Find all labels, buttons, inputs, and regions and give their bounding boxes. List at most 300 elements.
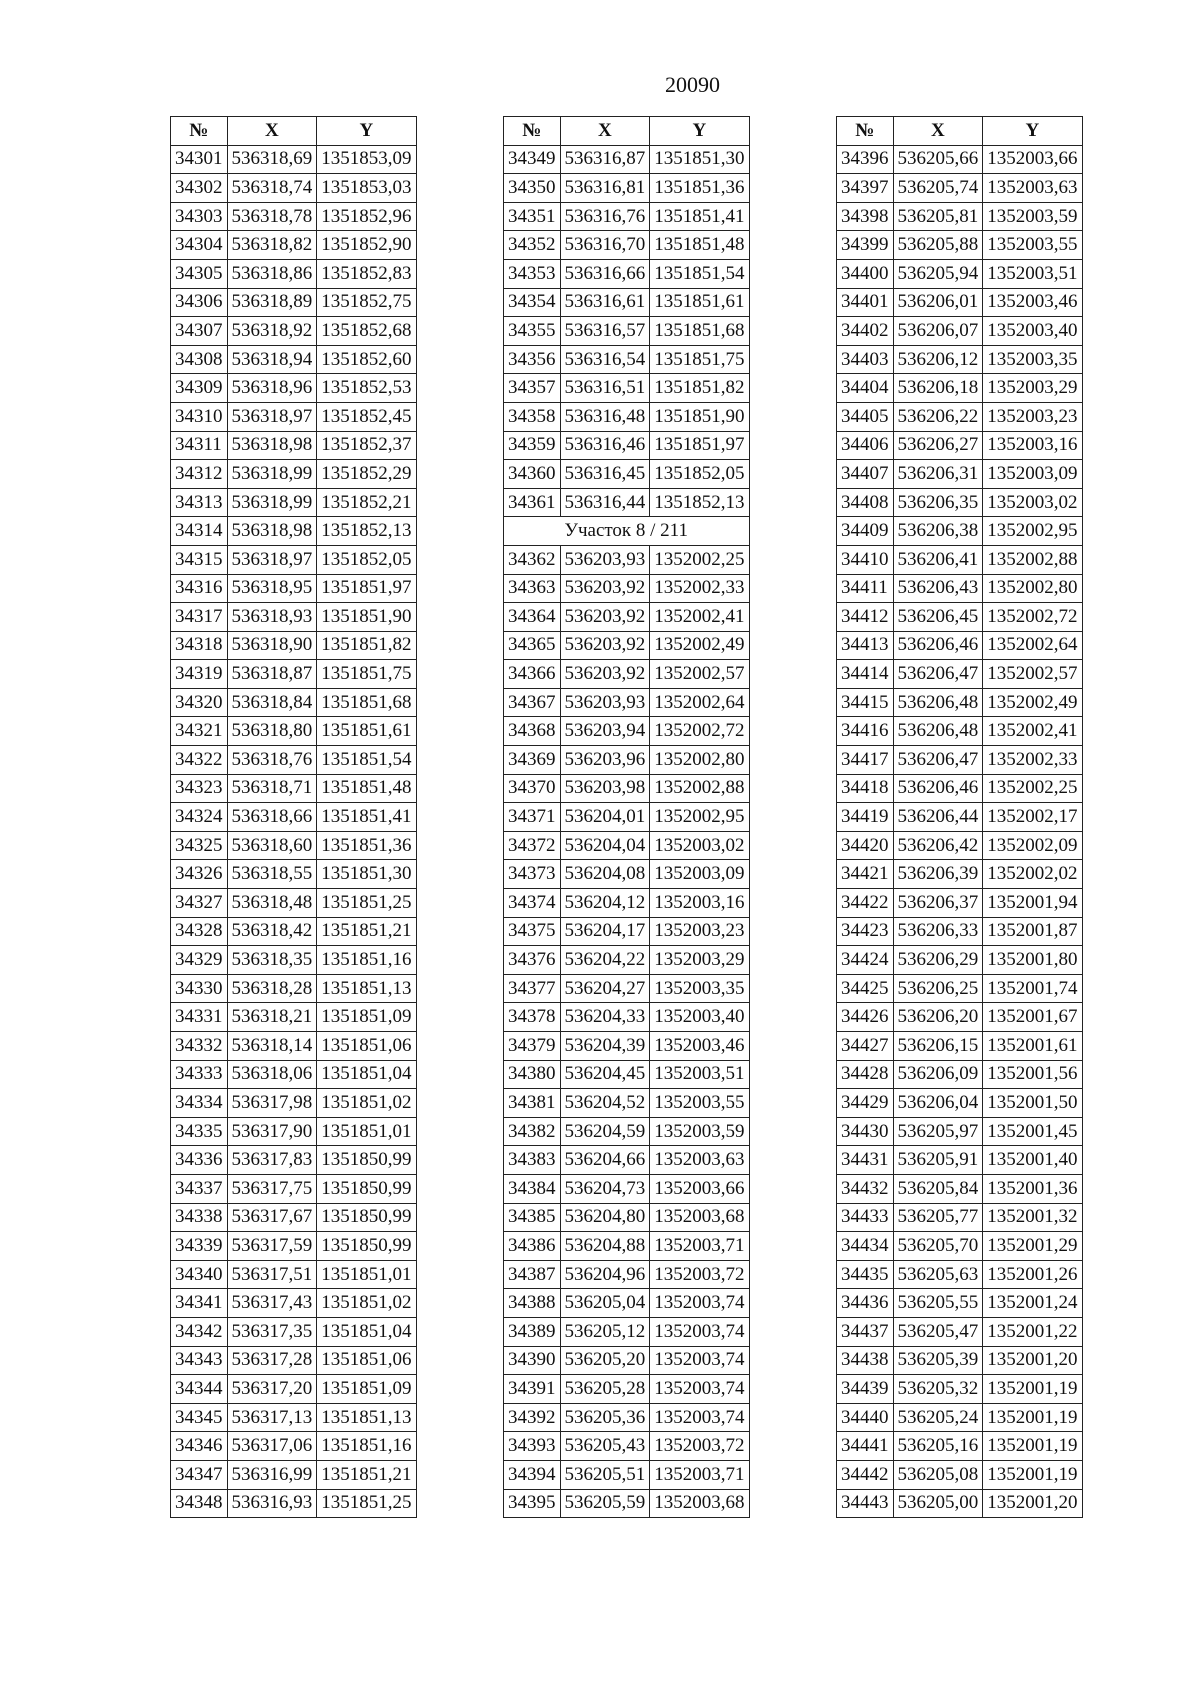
- point-number-cell: 34401: [837, 288, 894, 317]
- header-x: X: [560, 117, 650, 146]
- x-coordinate-cell: 536318,06: [227, 1060, 317, 1089]
- y-coordinate-cell: 1352002,95: [650, 803, 749, 832]
- point-number-cell: 34361: [504, 488, 561, 517]
- point-number-cell: 34313: [171, 488, 228, 517]
- table-row: [504, 574, 750, 603]
- table-row: [837, 603, 1083, 632]
- y-coordinate-cell: 1351851,09: [317, 1375, 416, 1404]
- table-row: [171, 317, 417, 346]
- x-coordinate-cell: 536316,99: [227, 1460, 317, 1489]
- point-number-cell: 34356: [504, 345, 561, 374]
- x-coordinate-cell: 536203,92: [560, 574, 650, 603]
- x-coordinate-cell: 536206,27: [893, 431, 983, 460]
- table-row: [171, 345, 417, 374]
- point-number-cell: 34395: [504, 1489, 561, 1518]
- x-coordinate-cell: 536318,99: [227, 460, 317, 489]
- point-number-cell: 34426: [837, 1003, 894, 1032]
- x-coordinate-cell: 536206,33: [893, 917, 983, 946]
- table-row: [837, 1317, 1083, 1346]
- point-number-cell: 34409: [837, 517, 894, 546]
- x-coordinate-cell: 536203,98: [560, 774, 650, 803]
- table-row: [171, 517, 417, 546]
- y-coordinate-cell: 1351851,06: [317, 1032, 416, 1061]
- table-row: [171, 1032, 417, 1061]
- point-number-cell: 34406: [837, 431, 894, 460]
- x-coordinate-cell: 536205,43: [560, 1432, 650, 1461]
- y-coordinate-cell: 1351851,16: [317, 946, 416, 975]
- y-coordinate-cell: 1351853,03: [317, 174, 416, 203]
- table-row: [504, 288, 750, 317]
- table-row: [504, 803, 750, 832]
- table-row: [504, 917, 750, 946]
- table-row: [837, 345, 1083, 374]
- point-number-cell: 34304: [171, 231, 228, 260]
- y-coordinate-cell: 1352003,09: [983, 460, 1082, 489]
- y-coordinate-cell: 1351851,36: [650, 174, 749, 203]
- point-number-cell: 34348: [171, 1489, 228, 1518]
- x-coordinate-cell: 536318,60: [227, 831, 317, 860]
- y-coordinate-cell: 1352002,88: [650, 774, 749, 803]
- table-row: [837, 1489, 1083, 1518]
- y-coordinate-cell: 1352001,87: [983, 917, 1082, 946]
- y-coordinate-cell: 1351851,02: [317, 1289, 416, 1318]
- y-coordinate-cell: 1352001,67: [983, 1003, 1082, 1032]
- y-coordinate-cell: 1352002,95: [983, 517, 1082, 546]
- y-coordinate-cell: 1351852,37: [317, 431, 416, 460]
- y-coordinate-cell: 1352003,63: [650, 1146, 749, 1175]
- y-coordinate-cell: 1352003,16: [983, 431, 1082, 460]
- table-row: [837, 402, 1083, 431]
- point-number-cell: 34431: [837, 1146, 894, 1175]
- y-coordinate-cell: 1352002,72: [983, 603, 1082, 632]
- table-body: [171, 145, 417, 1518]
- x-coordinate-cell: 536206,48: [893, 688, 983, 717]
- table-row: [837, 746, 1083, 775]
- point-number-cell: 34359: [504, 431, 561, 460]
- point-number-cell: 34393: [504, 1432, 561, 1461]
- y-coordinate-cell: 1352003,51: [650, 1060, 749, 1089]
- x-coordinate-cell: 536205,59: [560, 1489, 650, 1518]
- point-number-cell: 34440: [837, 1403, 894, 1432]
- y-coordinate-cell: 1351851,54: [650, 259, 749, 288]
- x-coordinate-cell: 536204,08: [560, 860, 650, 889]
- point-number-cell: 34398: [837, 202, 894, 231]
- table-row: [171, 1403, 417, 1432]
- y-coordinate-cell: 1351851,90: [317, 603, 416, 632]
- point-number-cell: 34394: [504, 1460, 561, 1489]
- point-number-cell: 34380: [504, 1060, 561, 1089]
- table-row: [504, 717, 750, 746]
- table-row: [837, 1117, 1083, 1146]
- point-number-cell: 34411: [837, 574, 894, 603]
- point-number-cell: 34438: [837, 1346, 894, 1375]
- table-row: [837, 317, 1083, 346]
- x-coordinate-cell: 536318,74: [227, 174, 317, 203]
- y-coordinate-cell: 1352001,94: [983, 889, 1082, 918]
- x-coordinate-cell: 536203,93: [560, 545, 650, 574]
- table-row: [504, 431, 750, 460]
- point-number-cell: 34337: [171, 1174, 228, 1203]
- x-coordinate-cell: 536318,92: [227, 317, 317, 346]
- y-coordinate-cell: 1352003,68: [650, 1489, 749, 1518]
- y-coordinate-cell: 1351851,61: [650, 288, 749, 317]
- y-coordinate-cell: 1352001,36: [983, 1174, 1082, 1203]
- x-coordinate-cell: 536204,12: [560, 889, 650, 918]
- x-coordinate-cell: 536206,48: [893, 717, 983, 746]
- point-number-cell: 34369: [504, 746, 561, 775]
- point-number-cell: 34335: [171, 1117, 228, 1146]
- point-number-cell: 34422: [837, 889, 894, 918]
- point-number-cell: 34343: [171, 1346, 228, 1375]
- table-row: [504, 145, 750, 174]
- y-coordinate-cell: 1351851,36: [317, 831, 416, 860]
- point-number-cell: 34386: [504, 1232, 561, 1261]
- x-coordinate-cell: 536204,45: [560, 1060, 650, 1089]
- point-number-cell: 34376: [504, 946, 561, 975]
- y-coordinate-cell: 1351851,30: [317, 860, 416, 889]
- coordinate-table-1: [170, 116, 417, 1518]
- x-coordinate-cell: 536204,17: [560, 917, 650, 946]
- y-coordinate-cell: 1351851,21: [317, 917, 416, 946]
- section-row: [504, 517, 750, 546]
- table-row: [171, 631, 417, 660]
- table-row: [171, 574, 417, 603]
- table-row: [504, 603, 750, 632]
- table-row: [171, 603, 417, 632]
- y-coordinate-cell: 1351851,16: [317, 1432, 416, 1461]
- point-number-cell: 34367: [504, 688, 561, 717]
- table-row: [837, 1460, 1083, 1489]
- table-row: [171, 917, 417, 946]
- x-coordinate-cell: 536205,91: [893, 1146, 983, 1175]
- x-coordinate-cell: 536204,27: [560, 974, 650, 1003]
- y-coordinate-cell: 1351851,68: [650, 317, 749, 346]
- y-coordinate-cell: 1351851,13: [317, 974, 416, 1003]
- point-number-cell: 34332: [171, 1032, 228, 1061]
- x-coordinate-cell: 536317,35: [227, 1317, 317, 1346]
- y-coordinate-cell: 1352002,41: [983, 717, 1082, 746]
- y-coordinate-cell: 1352002,25: [983, 774, 1082, 803]
- y-coordinate-cell: 1352001,29: [983, 1232, 1082, 1261]
- table-row: [837, 660, 1083, 689]
- x-coordinate-cell: 536317,90: [227, 1117, 317, 1146]
- x-coordinate-cell: 536206,31: [893, 460, 983, 489]
- y-coordinate-cell: 1351851,21: [317, 1460, 416, 1489]
- y-coordinate-cell: 1351852,83: [317, 259, 416, 288]
- point-number-cell: 34418: [837, 774, 894, 803]
- table-row: [504, 1346, 750, 1375]
- x-coordinate-cell: 536204,66: [560, 1146, 650, 1175]
- y-coordinate-cell: 1351851,97: [317, 574, 416, 603]
- x-coordinate-cell: 536317,20: [227, 1375, 317, 1404]
- table-row: [837, 460, 1083, 489]
- point-number-cell: 34382: [504, 1117, 561, 1146]
- table-row: [837, 717, 1083, 746]
- point-number-cell: 34345: [171, 1403, 228, 1432]
- table-row: [504, 831, 750, 860]
- point-number-cell: 34408: [837, 488, 894, 517]
- y-coordinate-cell: 1352003,51: [983, 259, 1082, 288]
- y-coordinate-cell: 1352001,32: [983, 1203, 1082, 1232]
- point-number-cell: 34399: [837, 231, 894, 260]
- page-number: 20090: [665, 72, 720, 97]
- point-number-cell: 34384: [504, 1174, 561, 1203]
- header-row: [171, 117, 417, 146]
- table-row: [837, 1089, 1083, 1118]
- y-coordinate-cell: 1351851,68: [317, 688, 416, 717]
- point-number-cell: 34442: [837, 1460, 894, 1489]
- x-coordinate-cell: 536206,46: [893, 774, 983, 803]
- point-number-cell: 34366: [504, 660, 561, 689]
- y-coordinate-cell: 1352002,57: [650, 660, 749, 689]
- table-row: [171, 1375, 417, 1404]
- y-coordinate-cell: 1352001,80: [983, 946, 1082, 975]
- point-number-cell: 34355: [504, 317, 561, 346]
- x-coordinate-cell: 536316,81: [560, 174, 650, 203]
- x-coordinate-cell: 536206,09: [893, 1060, 983, 1089]
- table-row: [171, 1146, 417, 1175]
- y-coordinate-cell: 1352003,40: [983, 317, 1082, 346]
- y-coordinate-cell: 1352002,02: [983, 860, 1082, 889]
- table-row: [171, 259, 417, 288]
- point-number-cell: 34358: [504, 402, 561, 431]
- y-coordinate-cell: 1352003,71: [650, 1460, 749, 1489]
- x-coordinate-cell: 536318,95: [227, 574, 317, 603]
- table-row: [171, 746, 417, 775]
- x-coordinate-cell: 536205,84: [893, 1174, 983, 1203]
- x-coordinate-cell: 536318,96: [227, 374, 317, 403]
- y-coordinate-cell: 1351853,09: [317, 145, 416, 174]
- point-number-cell: 34371: [504, 803, 561, 832]
- point-number-cell: 34314: [171, 517, 228, 546]
- x-coordinate-cell: 536206,47: [893, 660, 983, 689]
- y-coordinate-cell: 1352003,71: [650, 1232, 749, 1261]
- x-coordinate-cell: 536205,74: [893, 174, 983, 203]
- table-row: [837, 974, 1083, 1003]
- table-row: [837, 917, 1083, 946]
- table-row: [504, 1032, 750, 1061]
- point-number-cell: 34338: [171, 1203, 228, 1232]
- x-coordinate-cell: 536316,44: [560, 488, 650, 517]
- y-coordinate-cell: 1352003,74: [650, 1289, 749, 1318]
- y-coordinate-cell: 1352001,61: [983, 1032, 1082, 1061]
- table-row: [504, 1003, 750, 1032]
- table-row: [837, 431, 1083, 460]
- point-number-cell: 34443: [837, 1489, 894, 1518]
- table-row: [837, 1260, 1083, 1289]
- x-coordinate-cell: 536206,18: [893, 374, 983, 403]
- y-coordinate-cell: 1352001,26: [983, 1260, 1082, 1289]
- y-coordinate-cell: 1352002,49: [983, 688, 1082, 717]
- table-row: [837, 1203, 1083, 1232]
- table-row: [171, 374, 417, 403]
- point-number-cell: 34383: [504, 1146, 561, 1175]
- table-row: [504, 1317, 750, 1346]
- y-coordinate-cell: 1352003,59: [983, 202, 1082, 231]
- x-coordinate-cell: 536317,98: [227, 1089, 317, 1118]
- table-row: [837, 860, 1083, 889]
- x-coordinate-cell: 536316,57: [560, 317, 650, 346]
- point-number-cell: 34354: [504, 288, 561, 317]
- y-coordinate-cell: 1351851,97: [650, 431, 749, 460]
- y-coordinate-cell: 1351852,29: [317, 460, 416, 489]
- x-coordinate-cell: 536318,98: [227, 517, 317, 546]
- x-coordinate-cell: 536317,67: [227, 1203, 317, 1232]
- y-coordinate-cell: 1352003,63: [983, 174, 1082, 203]
- x-coordinate-cell: 536316,66: [560, 259, 650, 288]
- point-number-cell: 34347: [171, 1460, 228, 1489]
- y-coordinate-cell: 1351852,90: [317, 231, 416, 260]
- table-row: [837, 889, 1083, 918]
- x-coordinate-cell: 536205,08: [893, 1460, 983, 1489]
- y-coordinate-cell: 1352003,72: [650, 1260, 749, 1289]
- y-coordinate-cell: 1351851,30: [650, 145, 749, 174]
- x-coordinate-cell: 536206,46: [893, 631, 983, 660]
- table-row: [504, 1117, 750, 1146]
- x-coordinate-cell: 536316,48: [560, 402, 650, 431]
- table-row: [504, 317, 750, 346]
- table-row: [171, 231, 417, 260]
- x-coordinate-cell: 536203,93: [560, 688, 650, 717]
- table-row: [837, 631, 1083, 660]
- section-label: Участок 8 / 211: [504, 517, 750, 546]
- point-number-cell: 34373: [504, 860, 561, 889]
- table-row: [837, 145, 1083, 174]
- y-coordinate-cell: 1352001,19: [983, 1460, 1082, 1489]
- x-coordinate-cell: 536318,55: [227, 860, 317, 889]
- table-row: [837, 1174, 1083, 1203]
- y-coordinate-cell: 1352002,80: [650, 746, 749, 775]
- y-coordinate-cell: 1351851,04: [317, 1317, 416, 1346]
- x-coordinate-cell: 536205,63: [893, 1260, 983, 1289]
- y-coordinate-cell: 1351851,09: [317, 1003, 416, 1032]
- table-row: [171, 545, 417, 574]
- point-number-cell: 34310: [171, 402, 228, 431]
- table-row: [171, 431, 417, 460]
- table-row: [837, 1403, 1083, 1432]
- point-number-cell: 34429: [837, 1089, 894, 1118]
- point-number-cell: 34364: [504, 603, 561, 632]
- y-coordinate-cell: 1352001,22: [983, 1317, 1082, 1346]
- point-number-cell: 34318: [171, 631, 228, 660]
- x-coordinate-cell: 536316,46: [560, 431, 650, 460]
- y-coordinate-cell: 1351851,54: [317, 746, 416, 775]
- y-coordinate-cell: 1352001,20: [983, 1346, 1082, 1375]
- x-coordinate-cell: 536206,43: [893, 574, 983, 603]
- x-coordinate-cell: 536204,04: [560, 831, 650, 860]
- y-coordinate-cell: 1352003,68: [650, 1203, 749, 1232]
- y-coordinate-cell: 1352001,40: [983, 1146, 1082, 1175]
- x-coordinate-cell: 536205,77: [893, 1203, 983, 1232]
- table-row: [837, 1432, 1083, 1461]
- y-coordinate-cell: 1352002,64: [983, 631, 1082, 660]
- header-no: №: [837, 117, 894, 146]
- point-number-cell: 34311: [171, 431, 228, 460]
- point-number-cell: 34415: [837, 688, 894, 717]
- point-number-cell: 34305: [171, 259, 228, 288]
- table-row: [171, 831, 417, 860]
- table-row: [837, 1232, 1083, 1261]
- point-number-cell: 34319: [171, 660, 228, 689]
- x-coordinate-cell: 536205,16: [893, 1432, 983, 1461]
- x-coordinate-cell: 536318,48: [227, 889, 317, 918]
- table-row: [504, 1289, 750, 1318]
- point-number-cell: 34372: [504, 831, 561, 860]
- y-coordinate-cell: 1352003,74: [650, 1346, 749, 1375]
- point-number-cell: 34404: [837, 374, 894, 403]
- point-number-cell: 34306: [171, 288, 228, 317]
- point-number-cell: 34360: [504, 460, 561, 489]
- point-number-cell: 34435: [837, 1260, 894, 1289]
- table-row: [171, 803, 417, 832]
- point-number-cell: 34381: [504, 1089, 561, 1118]
- table-row: [504, 374, 750, 403]
- point-number-cell: 34336: [171, 1146, 228, 1175]
- y-coordinate-cell: 1351852,13: [317, 517, 416, 546]
- table-row: [837, 1032, 1083, 1061]
- table-row: [504, 1489, 750, 1518]
- x-coordinate-cell: 536317,75: [227, 1174, 317, 1203]
- table-row: [837, 174, 1083, 203]
- table-row: [837, 202, 1083, 231]
- y-coordinate-cell: 1352002,49: [650, 631, 749, 660]
- x-coordinate-cell: 536206,37: [893, 889, 983, 918]
- y-coordinate-cell: 1352003,59: [650, 1117, 749, 1146]
- point-number-cell: 34374: [504, 889, 561, 918]
- point-number-cell: 34412: [837, 603, 894, 632]
- point-number-cell: 34357: [504, 374, 561, 403]
- table-row: [504, 345, 750, 374]
- point-number-cell: 34414: [837, 660, 894, 689]
- y-coordinate-cell: 1352002,33: [650, 574, 749, 603]
- table-row: [504, 774, 750, 803]
- point-number-cell: 34340: [171, 1260, 228, 1289]
- table-row: [504, 1232, 750, 1261]
- y-coordinate-cell: 1352003,35: [983, 345, 1082, 374]
- x-coordinate-cell: 536318,97: [227, 402, 317, 431]
- point-number-cell: 34375: [504, 917, 561, 946]
- coordinate-table-2: [503, 116, 750, 1518]
- point-number-cell: 34396: [837, 145, 894, 174]
- x-coordinate-cell: 536206,25: [893, 974, 983, 1003]
- y-coordinate-cell: 1351851,01: [317, 1117, 416, 1146]
- x-coordinate-cell: 536318,71: [227, 774, 317, 803]
- point-number-cell: 34425: [837, 974, 894, 1003]
- y-coordinate-cell: 1352003,35: [650, 974, 749, 1003]
- y-coordinate-cell: 1352001,45: [983, 1117, 1082, 1146]
- y-coordinate-cell: 1352003,66: [983, 145, 1082, 174]
- point-number-cell: 34315: [171, 545, 228, 574]
- y-coordinate-cell: 1352003,40: [650, 1003, 749, 1032]
- x-coordinate-cell: 536317,06: [227, 1432, 317, 1461]
- point-number-cell: 34434: [837, 1232, 894, 1261]
- table-row: [171, 402, 417, 431]
- x-coordinate-cell: 536205,04: [560, 1289, 650, 1318]
- x-coordinate-cell: 536205,97: [893, 1117, 983, 1146]
- table-row: [171, 1232, 417, 1261]
- point-number-cell: 34432: [837, 1174, 894, 1203]
- point-number-cell: 34328: [171, 917, 228, 946]
- table-row: [504, 1174, 750, 1203]
- x-coordinate-cell: 536206,04: [893, 1089, 983, 1118]
- y-coordinate-cell: 1352001,56: [983, 1060, 1082, 1089]
- point-number-cell: 34419: [837, 803, 894, 832]
- y-coordinate-cell: 1352001,19: [983, 1432, 1082, 1461]
- y-coordinate-cell: 1352001,20: [983, 1489, 1082, 1518]
- point-number-cell: 34441: [837, 1432, 894, 1461]
- table-body: [504, 145, 750, 1518]
- header-no: №: [171, 117, 228, 146]
